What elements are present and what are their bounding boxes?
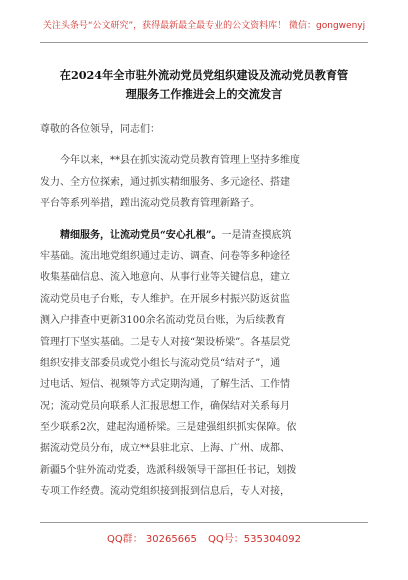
- para2-line-9: 况；流动党员向联系人汇报思想工作，确保结对关系每月: [40, 400, 290, 412]
- para2-line-1: [40, 225, 368, 246]
- para1-line-2: 发力、全方位探索，通过抓实精细服务、多元途径、搭建: [40, 176, 290, 188]
- para2-line-13: 专项工作经费。流动党组织接到报到信息后，专人对接，: [40, 486, 290, 498]
- para2-line-4: 流动党员电子台账，专人维护。在开展乡村振兴防返贫监: [40, 293, 290, 305]
- header-divider: [40, 42, 368, 43]
- para2-line-10: 至少联系2次，建起沟通桥梁。三是建强组织抓实保障。依: [40, 422, 297, 434]
- header-promo-text: 关注头条号“公文研究”，获得最新最全最专业的公文资料库！ 微信：gongwenyj: [42, 21, 366, 31]
- footer-qq-group: QQ群： 30265665: [106, 534, 197, 545]
- para1-line-1: 今年以来，**县在抓实流动党员教育管理上坚持多维度: [60, 155, 300, 167]
- document-title: [40, 66, 368, 104]
- para2-line-3: 收集基础信息、流入地意向、从事行业等关键信息，建立: [40, 272, 290, 284]
- para1-line-3: 平台等系列举措，蹚出流动党员教育管理新路子。: [40, 198, 260, 210]
- title-line-2: 理服务工作推进会上的交流发言: [125, 87, 283, 101]
- para2-lead-rest: 一是清查摸底筑: [221, 229, 292, 241]
- document-page: [40, 0, 368, 580]
- footer-qq-number: QQ号：535304092: [208, 534, 302, 545]
- salutation: 尊敬的各位领导，同志们：: [40, 124, 160, 135]
- para2-line-8: 过电话、短信、视频等方式定期沟通，了解生活、工作情: [40, 379, 290, 391]
- para2-line-5: 测入户排查中更新3100余名流动党员台账，为后续教育: [40, 315, 286, 327]
- footer-contact: [40, 530, 368, 545]
- title-line-1: 在2024年全市驻外流动党员党组织建设及流动党员教育管: [59, 68, 349, 82]
- section-heading: 精细服务，让流动党员“安心扎根”。: [60, 229, 222, 241]
- para2-line-7: 组织安排支部委员或党小组长与流动党员“结对子”，通: [40, 357, 281, 369]
- para2-line-2: 牢基础。流出地党组织通过走访、调查、问卷等多种途径: [40, 250, 290, 262]
- document-body: [40, 119, 368, 503]
- para2-line-11: 据流动党员分布，成立**县驻北京、上海、广州、成都、: [40, 443, 290, 455]
- para2-line-12: 新疆5个驻外流动党委，选派科级领导干部担任书记，划拨: [40, 464, 297, 476]
- para2-line-6: 管理打下坚实基础。二是专人对接“架设桥梁”。各基层党: [40, 336, 291, 348]
- footer-divider: [40, 522, 368, 523]
